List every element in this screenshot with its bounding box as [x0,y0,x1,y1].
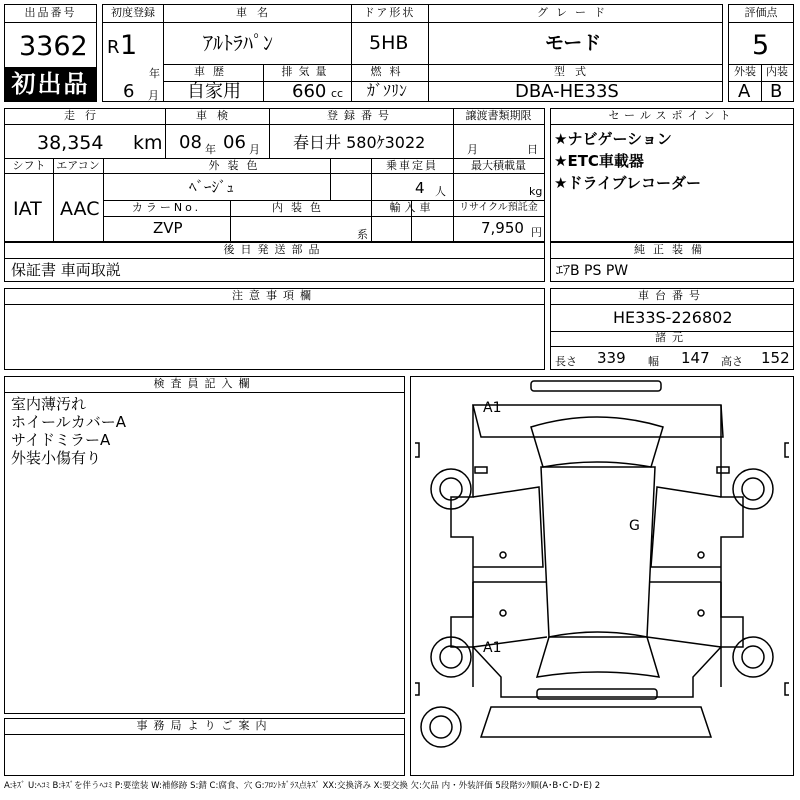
spec-width: 147 [681,349,710,367]
notes-label: 注意事項欄 [232,289,317,302]
inspector-line-1: 室内薄汚れ [11,395,87,413]
score: 5 [752,30,770,61]
spec-length: 339 [597,349,626,367]
fuel-label: 燃料 [370,65,409,78]
mileage-label: 走行 [64,109,106,122]
door-type: 5HB [369,32,409,54]
chassis-number: HE33S-226802 [613,308,733,327]
ac-label: エアコン [56,159,100,172]
displacement: 660 [292,81,327,102]
inspector-line-2: ホイールカバーA [11,413,126,431]
grade-label: グレード [537,6,613,19]
options-value: ｴｱB PS PW [556,263,629,279]
model-label: 型式 [554,65,596,78]
exterior-grade: A [738,81,751,102]
legend-text: A:ｷｽﾞ U:ﾍｺﾐ B:ｷｽﾞを伴うﾍｺﾐ P:要塗装 W:補修跡 S:錆 C:腐食、穴 G:ﾌﾛﾝﾄｶﾞﾗｽ点ｷｽﾞ XX:交換済み X:要交換 欠:欠品 内・外装評価 5段階ﾗﾝｸ順(A･B･C･D･E) 2 [4,781,601,791]
options-label: 純正装備 [634,243,710,256]
model-code: DBA-HE33S [515,81,619,102]
shift-label: シフト [12,159,46,172]
spec-height: 152 [761,349,790,367]
car-outline-diagram [411,377,793,775]
score-label: 評価点 [744,6,778,19]
grade: モード [545,32,602,54]
history: 自家用 [187,81,241,102]
sales-box [550,108,794,242]
ext-color: ﾍﾞｰｼﾞｭ [189,178,235,196]
car-name: ｱﾙﾄﾗﾊﾟﾝ [203,31,273,55]
transfer-label: 譲渡書類期限 [465,109,532,122]
inspection-month: 06 [223,132,246,153]
first-reg-label: 初度登録 [111,6,155,19]
history-label: 車歴 [194,65,232,78]
int-color-label: 内装色 [272,201,329,214]
color-no: ZVP [153,219,183,237]
specs-label: 諸元 [655,331,689,344]
parts-value: 保証書 車両取説 [11,261,121,279]
chassis-box: 車台番号 HE33S-226802 諸元 長さ 339 幅 147 高さ 152 [550,288,794,370]
capacity-label: 乗車定員 [386,159,438,172]
first-reg-month: 6 [123,81,135,102]
lot-label: 出品番号 [24,6,77,19]
inspector-line-4: 外装小傷有り [11,449,102,467]
inspector-line-3: サイドミラーA [11,431,111,449]
inspection-label: 車検 [196,109,238,122]
sales-point-2: ★ETC車載器 [554,152,644,170]
car-name-label: 車名 [236,6,278,19]
notes-box [4,288,545,370]
displacement-label: 排気量 [281,65,333,78]
inspector-box [4,376,405,714]
load-label: 最大積載量 [471,159,526,172]
options-box [550,242,794,282]
color-no-label: カラーNo. [131,201,202,214]
lot-box [4,4,97,102]
chassis-label: 車台番号 [638,289,706,302]
exterior-label: 外装 [734,65,756,78]
details-box: 走行 38,354 km 車検 08 年 06 月 登録番号 春日井 580ｹ3022 譲渡書類期限 月 日 シフト IAT エアコン AAC 外装色 ﾍﾞｰｼﾞｭ 乗車定員 4 人 最大積載量 kg カラーNo. ZVP 内装色 系 輸入車 リサイクル預託金 7,950 円 [4,108,545,242]
inspector-label: 検査員記入欄 [153,377,256,390]
interior-grade: B [770,81,783,102]
reg-no: 春日井 580ｹ3022 [293,133,426,152]
ext-color-label: 外装色 [208,159,266,172]
capacity: 4 [415,179,425,197]
lot-number: 3362 [19,31,88,62]
sales-label: セールスポイント [608,109,736,122]
shift: IAT [13,198,42,220]
score-box [728,4,794,102]
fuel: ｶﾞｿﾘﾝ [367,81,408,100]
interior-label: 内装 [766,65,788,78]
sales-point-1: ★ナビゲーション [554,130,672,148]
era: R [107,37,120,58]
import-label: 輸入車 [389,201,435,214]
office-label: 事務局よりご案内 [136,719,273,732]
reg-no-label: 登録番号 [327,109,395,122]
damage-mark-wheel: A1 [483,640,502,656]
door-label: ドア形状 [363,6,416,19]
inspection-year: 08 [179,132,202,153]
vehicle-header-box: 初度登録 R 1 年 6 月 車名 ｱﾙﾄﾗﾊﾟﾝ ドア形状 5HB グレード モード 車歴 自家用 排気量 660 cc 燃料 ｶﾞｿﾘﾝ 型式 DBA-HE33S [102,4,723,102]
parts-label: 後日発送部品 [223,243,326,256]
recycle: 7,950 [481,219,524,237]
damage-mark-hood: A1 [483,400,502,416]
ac: AAC [60,198,100,220]
first-reg-year: 1 [120,30,138,61]
damage-diagram [410,376,794,776]
damage-mark-windshield: G [629,518,640,534]
sales-point-3: ★ドライブレコーダー [554,174,701,192]
first-listing-badge: 初出品 [5,67,96,101]
office-box [4,718,405,776]
mileage: 38,354 [37,132,104,154]
recycle-label: リサイクル預託金 [459,202,538,213]
parts-box [4,242,545,282]
